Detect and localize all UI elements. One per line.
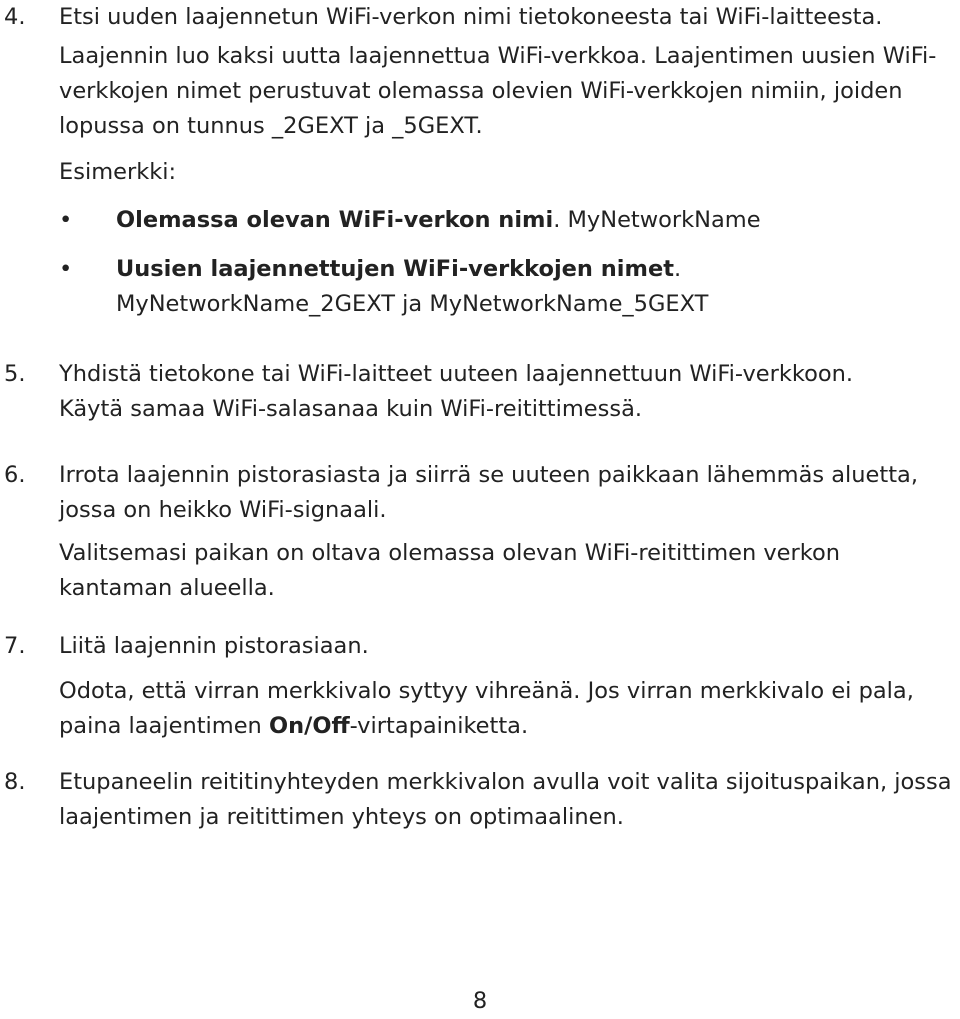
step-number: 4. [4, 4, 26, 30]
step-body [59, 0, 954, 322]
example-separator: . [673, 256, 682, 282]
step-paragraph: Etupaneelin reititinyhteyden merkkivalon avulla voit valita sijoituspaikan, jossa laajentimen ja reitittimen yhteys on optimaalinen. [59, 769, 952, 830]
step-text: -virtapainiketta. [349, 713, 529, 739]
step-4 [0, 0, 960, 322]
step-6 [0, 458, 960, 606]
step-text: Liitä laajennin pistorasiaan. [59, 633, 369, 659]
example-item [59, 203, 954, 238]
bullet-icon: • [59, 207, 73, 233]
step-text: Etsi uuden laajennetun WiFi-verkon nimi tietokoneesta tai WiFi-laitteesta. [59, 4, 883, 30]
step-body [59, 765, 954, 835]
example-value: MyNetworkName [560, 207, 761, 233]
step-number: 6. [4, 462, 26, 488]
step-8 [0, 765, 960, 835]
example-value: MyNetworkName_2GEXT ja MyNetworkName_5GEXT [116, 291, 709, 317]
step-paragraph: Valitsemasi paikan on oltava olemassa olevan WiFi-reitittimen verkon kantaman alueella. [59, 540, 841, 601]
page-number: 8 [472, 988, 488, 1014]
step-paragraph [59, 674, 954, 744]
step-5 [0, 357, 960, 427]
step-text: Käytä samaa WiFi-salasanaa kuin WiFi-reitittimessä. [59, 396, 643, 422]
example-label: Esimerkki: [59, 159, 177, 185]
button-name: On/Off [268, 713, 350, 739]
step-text: Odota, että virran merkkivalo syttyy vihreänä. Jos virran merkkivalo ei pala, paina laajentimen [59, 678, 914, 739]
step-body [59, 629, 954, 744]
example-separator: . [553, 207, 561, 233]
step-number: 5. [4, 361, 26, 387]
example-term: Olemassa olevan WiFi-verkon nimi [116, 207, 554, 233]
example-item [59, 252, 954, 322]
step-body [59, 458, 954, 606]
bullet-icon: • [59, 256, 73, 282]
step-number: 8. [4, 769, 26, 795]
step-paragraph: Laajennin luo kaksi uutta laajennettua WiFi-verkkoa. Laajentimen uusien WiFi-verkkojen nimet perustuvat olemassa olevien WiFi-verkkojen nimiin, joiden lopussa on tunnus _2GEXT ja _5GEXT. [59, 43, 937, 139]
step-body [59, 357, 954, 427]
example-list [59, 203, 954, 322]
example-term: Uusien laajennettujen WiFi-verkkojen nimet [116, 256, 674, 282]
step-text: Yhdistä tietokone tai WiFi-laitteet uuteen laajennettuun WiFi-verkkoon. [59, 361, 854, 387]
step-paragraph: Irrota laajennin pistorasiasta ja siirrä se uuteen paikkaan lähemmäs aluetta, jossa on heikko WiFi-signaali. [59, 462, 918, 523]
step-7 [0, 629, 960, 744]
step-number: 7. [4, 633, 26, 659]
